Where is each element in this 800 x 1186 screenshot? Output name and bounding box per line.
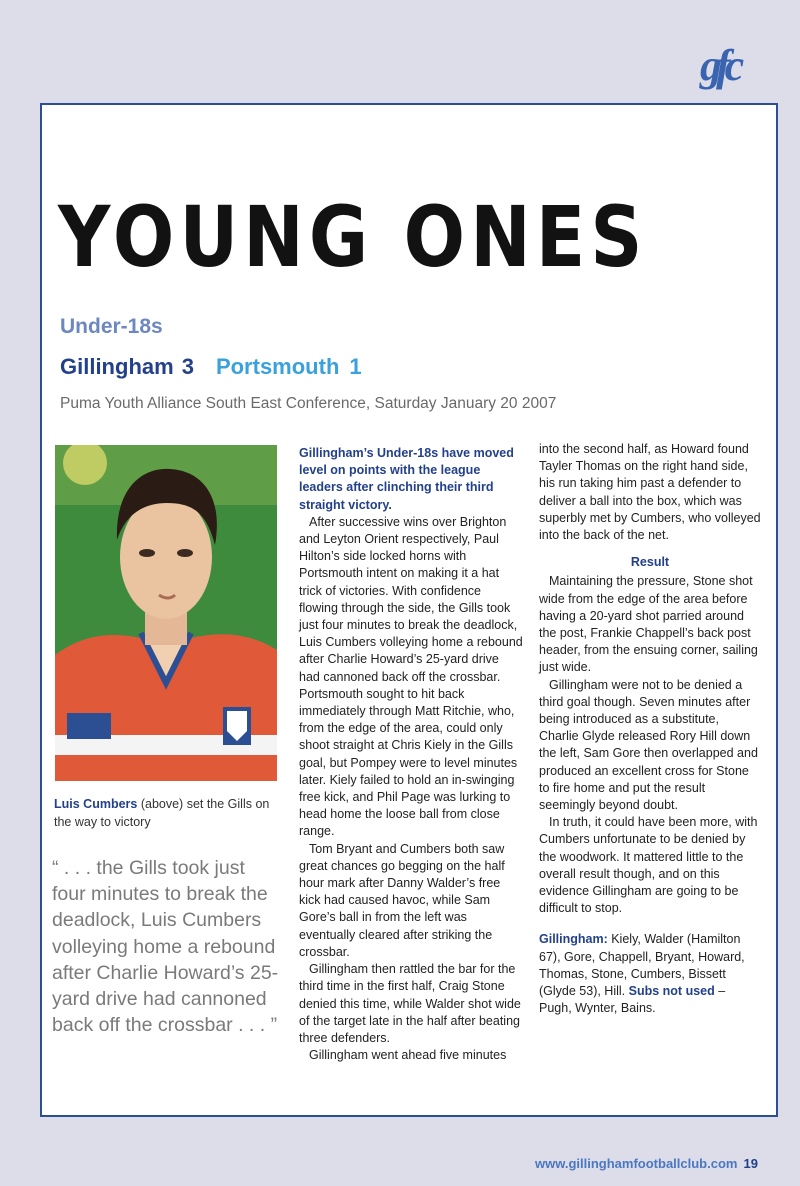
paragraph: Gillingham were not to be denied a third goal though. Seven minutes after being introduced as a substitute, Charlie Glyde released Rory Hill down the left, Sam Gore then overlapped and produced an excellent cross for Stone to fire home and put the result seemingly beyond doubt. — [539, 677, 758, 813]
page-number: 19 — [743, 1156, 758, 1171]
column-2 — [539, 441, 761, 1018]
player-photo — [55, 445, 277, 781]
lineup-text: Kiely, Walder (Hamilton 67), Gore, Chappell, Bryant, Howard, Thomas, Stone, Cumbers, Bissett (Glyde 53), Hill. — [539, 932, 745, 999]
article-frame — [40, 103, 778, 1117]
page-footer — [535, 1156, 758, 1171]
paragraph: In truth, it could have been more, with Cumbers unfortunate to be denied by the woodwork. It mattered little to the overall result though, and on this evidence Gillingham are going to be difficult to stop. — [539, 815, 758, 916]
home-team: Gillingham — [60, 354, 174, 379]
column-1 — [299, 445, 523, 1064]
away-team: Portsmouth — [215, 354, 340, 379]
paragraph: After successive wins over Brighton and Leyton Orient respectively, Paul Hilton’s side locked horns with Portsmouth intent on making it a hat trick of victories. With confidence flowing through the side, the Gills took just four minutes to break the deadlock, Luis Cumbers volleying home a rebound after Charlie Howard’s 25-yard drive had cannoned back off the crossbar. Portsmouth sought to hit back immediately through Matt Ritchie, who, from the edge of the area, could only shoot straight at Chris Kiely in the Gills goal, but Pompey were to level minutes later. Kiely failed to hold an in-swinging free kick, and Phil Page was lurking to head home the loose ball from close range. — [299, 514, 523, 839]
paragraph: Gillingham then rattled the bar for the third time in the first half, Craig Stone denied this time, while Walder shot wide of the target late in the half after beating three defenders. — [299, 962, 521, 1045]
away-score: 1 — [349, 354, 362, 379]
competition-line: Puma Youth Alliance South East Conference, Saturday January 20 2007 — [60, 395, 557, 412]
caption-name: Luis Cumbers — [54, 797, 138, 811]
pull-quote: “ . . . the Gills took just four minutes to break the deadlock, Luis Cumbers volleying home a rebound after Charlie Howard’s 25-yard drive had cannoned back off the crossbar . . . ” — [52, 857, 279, 1037]
club-logo: gfc — [700, 41, 739, 90]
subheading: Result — [630, 555, 670, 570]
caption-text: (above) set the Gills on the way to victory — [54, 797, 270, 829]
match-score — [60, 354, 362, 380]
paragraph: Tom Bryant and Cumbers both saw great chances go begging on the half hour mark after Danny Walder’s free kick had caused havoc, while Sam Gore’s ball in from the left was eventually cleared after striking the crossbar. — [299, 841, 505, 959]
photo-caption — [54, 795, 286, 831]
footer-url[interactable]: www.gillinghamfootballclub.com — [535, 1156, 738, 1171]
paragraph: Gillingham went ahead five minutes — [309, 1048, 507, 1063]
home-score: 3 — [181, 354, 194, 379]
section-label: Under-18s — [60, 315, 163, 338]
subs-label: Subs not used — [628, 984, 715, 999]
subs-text: – Pugh, Wynter, Bains. — [539, 984, 726, 1016]
lineup-label: Gillingham: — [539, 932, 608, 947]
page-title: YOUNG ONES — [58, 188, 648, 286]
paragraph: Maintaining the pressure, Stone shot wide from the edge of the area before having a 20-yard shot parried around the post, Frankie Chappell’s back post header, from the ensuing corner, sailing just wide. — [539, 574, 758, 675]
lineup — [539, 931, 761, 1017]
article-lead: Gillingham’s Under-18s have moved level on points with the league leaders after clinching their third straight victory. — [299, 446, 514, 512]
paragraph: into the second half, as Howard found Tayler Thomas on the right hand side, his run taking him past a defender to deliver a ball into the box, which was superbly met by Cumbers, who volleyed into the back of the net. — [539, 442, 761, 543]
